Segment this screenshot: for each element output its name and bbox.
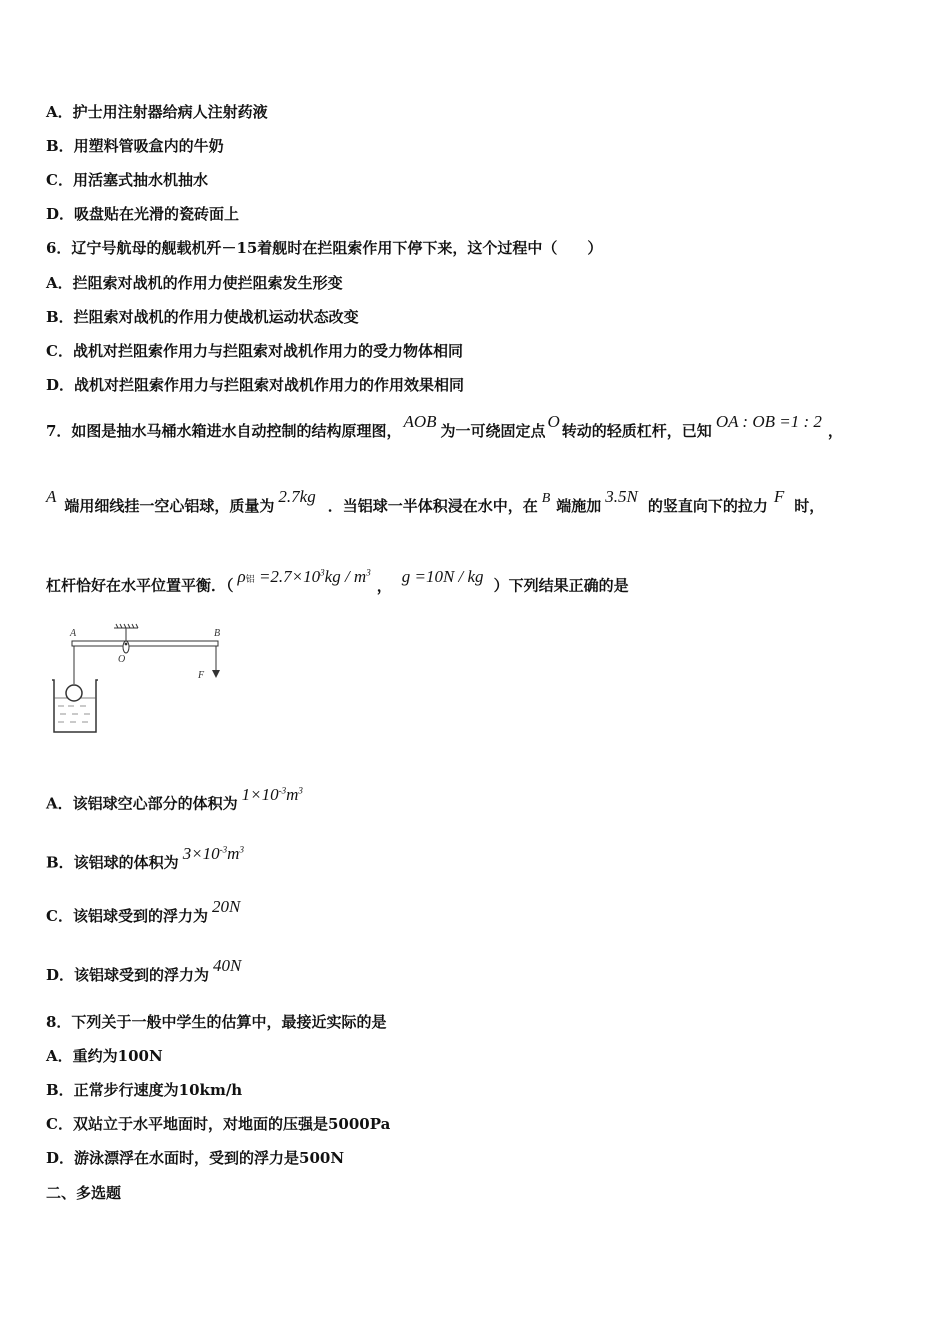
math-rho (238, 567, 371, 586)
q7-option-b-value (183, 844, 244, 863)
label-o: O (118, 654, 126, 665)
rho-subscript: 铝 (245, 573, 255, 584)
aluminum-ball (66, 685, 82, 701)
exponent: -3 (219, 844, 228, 854)
pivot-support (114, 624, 138, 642)
q7-text: 7．如图是抽水马桶水箱进水自动控制的结构原理图， (46, 422, 402, 440)
math-f: F (773, 487, 785, 506)
q7-option-a-label: A．该铝球空心部分的体积为 (46, 794, 238, 813)
q7-text: ， (827, 422, 843, 440)
q7-option-b-label: B．该铝球的体积为 (46, 853, 179, 872)
q7-option-c-value: 20N (211, 897, 241, 916)
q7-text: 为一可绕固定点 (440, 422, 546, 440)
unit-exponent: 3 (239, 844, 244, 854)
math-b: B (541, 491, 551, 506)
math-force: 3.5N (605, 487, 638, 506)
label-b: B (214, 628, 221, 639)
rho-value: =2.7×10 (258, 566, 321, 586)
q7-text: ， (376, 576, 392, 595)
q7-text: 端用细线挂一空心铝球，质量为 (64, 497, 275, 515)
q8-stem: 8．下列关于一般中学生的估算中，最接近实际的是 (46, 1013, 387, 1031)
q6-option-c: C．战机对拦阻索作用力与拦阻索对战机作用力的受力物体相同 (46, 342, 463, 360)
math-aob: AOB (403, 412, 437, 431)
q5-option-d: D．吸盘贴在光滑的瓷砖面上 (46, 205, 240, 223)
q7-option-b (46, 843, 244, 873)
value: 1×10 (241, 784, 279, 804)
exponent: -3 (278, 785, 287, 795)
q7-stem-line3 (46, 566, 629, 598)
rho-symbol: ρ (237, 566, 246, 586)
section-heading: 二、多选题 (46, 1184, 122, 1202)
q7-stem-line2 (46, 487, 825, 518)
math-mass: 2.7kg (278, 487, 316, 506)
lever-bar (72, 641, 218, 646)
math-a: A (46, 487, 57, 506)
q7-option-c-label: C．该铝球受到的浮力为 (46, 907, 208, 925)
unit: m (286, 784, 299, 804)
q7-option-d-label: D．该铝球受到的浮力为 (46, 966, 210, 984)
q7-text: 转动的轻质杠杆，已知 (561, 422, 712, 440)
q7-option-c (46, 897, 241, 926)
q6-option-b: B．拦阻索对战机的作用力使战机运动状态改变 (46, 308, 359, 326)
q7-text: 的竖直向下的拉力 (647, 497, 768, 515)
rho-exponent: 3 (320, 567, 325, 577)
q5-option-c: C．用活塞式抽水机抽水 (46, 171, 208, 189)
q6-stem: 6．辽宁号航母的舰载机歼－15着舰时在拦阻索作用下停下来，这个过程中（ ） (46, 239, 603, 257)
q7-text: ）下列结果正确的是 (493, 576, 629, 595)
q7-option-d-value: 40N (213, 956, 242, 975)
pivot-pin (125, 643, 128, 646)
label-f: F (198, 670, 205, 681)
q5-option-a: A．护士用注射器给病人注射药液 (46, 103, 268, 121)
q7-text: ．当铝球一半体积浸在水中，在 (327, 497, 538, 515)
q8-option-d: D．游泳漂浮在水面时，受到的浮力是500N (46, 1149, 345, 1167)
q8-option-b: B．正常步行速度为10km/h (46, 1081, 243, 1099)
math-o: O (547, 412, 560, 431)
label-a: A (70, 628, 77, 639)
lever-diagram (46, 622, 246, 742)
q7-option-d (46, 956, 242, 985)
q7-text: 时， (794, 497, 825, 515)
q6-option-d: D．战机对拦阻索作用力与拦阻索对战机作用力的作用效果相同 (46, 376, 465, 394)
q7-stem-line1 (46, 412, 843, 441)
rho-unit: kg / m (324, 566, 367, 586)
q7-option-a-value (242, 785, 303, 804)
math-g: g =10N / kg (401, 566, 484, 586)
q8-option-a: A．重约为100N (46, 1047, 163, 1065)
q8-option-c: C．双站立于水平地面时，对地面的压强是5000Pa (46, 1115, 391, 1133)
unit-exponent: 3 (298, 785, 303, 795)
value: 3×10 (182, 843, 220, 863)
q6-option-a: A．拦阻索对战机的作用力使拦阻索发生形变 (46, 274, 343, 292)
q7-text: 杠杆恰好在水平位置平衡．（ (46, 576, 234, 595)
q5-option-b: B．用塑料管吸盒内的牛奶 (46, 137, 224, 155)
math-ratio: OA : OB =1 : 2 (715, 412, 822, 431)
q7-text: 端施加 (556, 497, 602, 515)
force-arrow-head (212, 670, 220, 678)
rho-unit-exponent: 3 (366, 567, 371, 577)
q7-option-a (46, 784, 303, 814)
unit: m (227, 843, 240, 863)
